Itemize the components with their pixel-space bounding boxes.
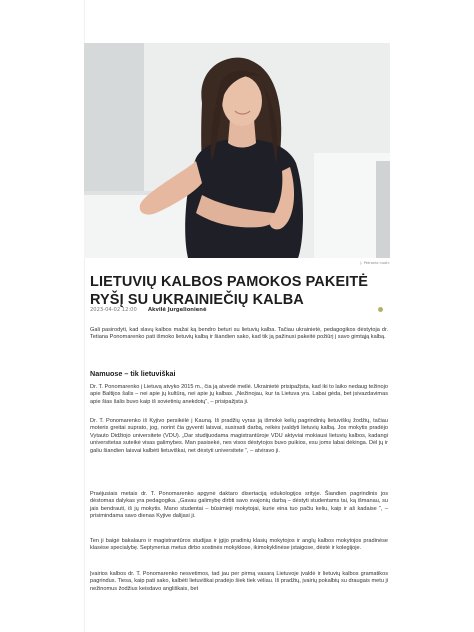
article-paragraph: Dr. T. Ponomarenko iš Kyjivo persikėlė į Kauną. Iš pradžių vyras ją išmokė kelių pagrindinių lietuviškų žodžių, tačiau moteris greitai suprato, jog, norint čia gyventi laisvai, susirasti darbą, reikės įvaldyti lietuvių kalbą. Jos mokytis pradėjo Vytauto Didžiojo universitete (VDU). „Dar studijuodama magistrantūroje VDU aktyviai mokiausi lietuvių kalbos, kadangi universitetas suteikė visas galimybes. Man pasisekė, nes visos dėstytojos buvo puikios, esu joms labai dėkinga. Dėl jų ir galiu šiandien laisvai kalbėti lietuviškai, net dėstyti universitete “, – atviravo ji. xyxy=(90,418,388,454)
section-heading: Namuose – tik lietuviškai xyxy=(90,369,176,378)
article-paragraph: Dr. T. Ponomarenko į Lietuvą atvyko 2015 m., čia ją atvedė meilė. Ukrainietė prisipažįsta, kad iki to laiko nedaug težinojo apie Baltijos šalis – nei apie jų kultūrą, nei apie jų kalbas. „Nežinojau, kur ta Lietuva yra. Labai gėda, bet įsivazdavimas apie šias šalis buvo kaip iš sovietinių anekdotų“, – prisipažįsta ji. xyxy=(90,384,388,405)
article-lead: Gali pasirodyti, kad slavų kalbos mažai ką bendro beturi su lietuvių kalba. Tačiau ukrainietė, pedagogikos dėstytoja dr. Tetiana Ponomarenko pati išmoko lietuvių kalbą ir šiandien sako, kad tik ją pažinusi pakeitė požiūrį į savo gimtąją kalbą. xyxy=(90,327,388,341)
share-dot-icon[interactable] xyxy=(378,307,383,312)
portrait-illustration xyxy=(84,43,390,258)
article-title: LIETUVIŲ KALBOS PAMOKOS PAKEITĖ RYŠĮ SU UKRAINIEČIŲ KALBA xyxy=(90,274,369,308)
article-paragraph: Įvairios kalbos dr. T. Ponomarenko nesvetimos, tad jau per pirmą vasarą Lietuvoje įvaldė ir lietuvių kalbos gramatikos pagrindus. Tiesa, kaip pati sako, kalbėti lietuviškai pradėjo šiek tiek vėliau. Iš pradžių, įvairių pokalbių su draugais metu ji nežinomus žodžius keisdavo angliškais, bet xyxy=(90,571,388,592)
article-paragraph: Ten ji baigė bakalauro ir magistrantūros studijas ir įgijo pradinių klasių mokytojos ir anglų kalbos mokytojos pradinėse klasėse specialybę. Septynerius metus dirbo sostinės mokyklose, ikimokyklinėse įstaigose, dėstė ir kolegijoje. xyxy=(90,538,388,552)
author-name[interactable]: Akvilė Jurgelionienė xyxy=(148,307,207,313)
article-meta xyxy=(90,307,390,315)
article-photo xyxy=(84,43,390,258)
article-paragraph: Praėjusiais metais dr. T. Ponomarenko apgynė daktaro disertaciją edukologijos srityje. Šiandien pagrindinis jos dėstomas dalykas yra pedagogika. „Gavau galimybę dirbti savo svajonių darbą – dėstyti studentams tai, ką išmanau, su jais bendrauti, iš jų mokytis. Mano studentai – būsimieji mokytojai, kurie eina tuo pačiu keliu, kaip ir aš kadaise “, – prisimindama savo dienas Kyjive dalijasi ji. xyxy=(90,491,388,520)
publish-date: 2023-04-02 12:00 xyxy=(90,307,137,313)
photo-credit: J. Petronio nuotr. xyxy=(360,261,390,265)
